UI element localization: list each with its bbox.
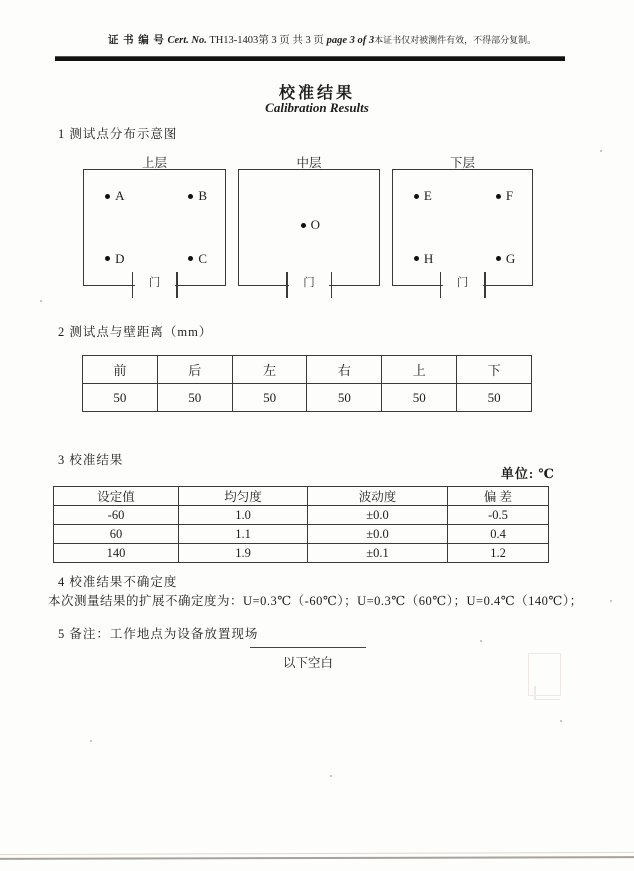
point-dot-icon	[414, 256, 419, 261]
page-title-en: Calibration Results	[265, 100, 369, 115]
cert-no-label-en: Cert. No.	[167, 35, 207, 46]
setpoint-cell: -60	[54, 506, 179, 525]
section3-heading: 3 校准结果	[58, 453, 124, 467]
table-row	[83, 384, 532, 412]
header-cell: 前	[83, 356, 158, 384]
fluctuation-cell: ±0.0	[308, 506, 448, 525]
scan-speckle	[610, 600, 612, 602]
door-label: 门	[148, 277, 161, 289]
scan-speckle	[330, 775, 332, 777]
table-row	[54, 506, 549, 525]
scan-artifact	[534, 686, 560, 700]
test-point	[496, 188, 513, 204]
unit-label: 单位: ℃	[500, 466, 555, 481]
page-header	[108, 32, 578, 47]
door-label: 门	[303, 277, 315, 289]
value-cell: 50	[457, 384, 532, 412]
deviation-cell: 1.2	[448, 544, 549, 563]
table-row	[54, 525, 549, 544]
door-label: 门	[456, 277, 469, 289]
door-symbol	[286, 272, 332, 298]
point-dot-icon	[496, 194, 501, 199]
point-label: O	[310, 217, 320, 233]
layer-label-middle: 中层	[296, 156, 322, 170]
header-cell: 右	[307, 356, 382, 384]
point-dot-icon	[188, 256, 193, 261]
value-cell: 50	[382, 384, 457, 412]
header-cell: 波动度	[308, 487, 448, 506]
value-cell: 50	[83, 384, 158, 412]
scan-paper-edge	[0, 852, 634, 855]
table-header-row	[83, 356, 532, 384]
test-point	[105, 251, 124, 267]
point-label: E	[423, 188, 432, 204]
value-cell: 50	[307, 384, 382, 412]
door-symbol	[440, 272, 486, 298]
chamber-upper	[83, 169, 226, 289]
scan-speckle	[600, 150, 602, 152]
header-cell: 偏 差	[448, 487, 549, 506]
deviation-cell: -0.5	[448, 506, 549, 525]
value-cell: 50	[157, 384, 232, 412]
point-label: H	[423, 250, 434, 266]
wall-distance-table	[82, 355, 532, 412]
deviation-cell: 0.4	[448, 525, 549, 544]
blank-below-note: 以下空白	[282, 656, 333, 670]
uncertainty-statement: 本次测量结果的扩展不确定度为：U=0.3℃（-60℃）；U=0.3℃（60℃）；U=0.4℃（140℃）；	[48, 594, 583, 608]
point-dot-icon	[301, 223, 306, 228]
layer-label-upper: 上层	[141, 156, 167, 170]
point-label: G	[505, 250, 516, 266]
header-cell: 下	[457, 356, 532, 384]
point-label: B	[198, 188, 207, 204]
test-point	[188, 188, 207, 204]
point-dot-icon	[105, 256, 110, 261]
point-dot-icon	[496, 256, 501, 261]
page-title-cn: 校准结果	[278, 85, 355, 102]
header-rule	[55, 56, 565, 61]
layer-label-lower: 下层	[449, 156, 475, 170]
value-cell: 50	[232, 384, 307, 412]
fluctuation-cell: ±0.0	[308, 525, 448, 544]
cert-no-label-cn: 证 书 编 号	[108, 35, 165, 46]
point-dot-icon	[188, 194, 193, 199]
uniformity-cell: 1.0	[179, 506, 308, 525]
test-point	[414, 188, 432, 204]
scan-speckle	[40, 300, 42, 302]
page-count-cn: 第 3 页 共 3 页	[258, 35, 324, 46]
chamber-lower	[392, 169, 533, 289]
header-cell: 上	[382, 356, 457, 384]
cert-no-value: TH13-1403	[209, 35, 259, 46]
scan-paper-edge	[0, 856, 634, 860]
table-row	[54, 544, 549, 563]
test-point	[188, 251, 207, 267]
point-dot-icon	[105, 194, 110, 199]
uniformity-cell: 1.9	[179, 544, 308, 563]
point-label: A	[115, 188, 125, 204]
point-dot-icon	[414, 194, 419, 199]
header-cell: 左	[232, 356, 307, 384]
blank-rule	[250, 647, 366, 648]
validity-notice: 本证书仅对被测件有效，不得部分复制。	[374, 35, 537, 45]
test-point	[301, 217, 320, 233]
door-symbol	[132, 272, 178, 298]
header-cell: 设定值	[54, 487, 179, 506]
section4-heading: 4 校准结果不确定度	[58, 575, 178, 589]
fluctuation-cell: ±0.1	[308, 544, 448, 563]
point-label: C	[198, 250, 207, 266]
setpoint-cell: 60	[54, 525, 179, 544]
section1-heading: 1 测试点分布示意图	[58, 127, 178, 141]
test-point	[414, 251, 433, 267]
header-cell: 后	[157, 356, 232, 384]
scan-speckle	[90, 740, 92, 742]
page-count-en: page 3 of 3	[326, 35, 375, 46]
section5-heading: 5 备注：工作地点为设备放置现场	[58, 627, 259, 641]
test-point	[496, 251, 515, 267]
scan-speckle	[480, 640, 482, 642]
header-cell: 均匀度	[179, 487, 308, 506]
point-label: D	[115, 250, 125, 266]
section2-heading: 2 测试点与壁距离（mm）	[58, 325, 213, 339]
uniformity-cell: 1.1	[179, 525, 308, 544]
scan-speckle	[560, 720, 562, 722]
table-header-row	[54, 487, 549, 506]
calibration-results-table	[53, 486, 549, 563]
test-point	[105, 188, 124, 204]
setpoint-cell: 140	[54, 544, 179, 563]
chamber-middle	[238, 169, 380, 289]
point-label: F	[505, 188, 514, 204]
